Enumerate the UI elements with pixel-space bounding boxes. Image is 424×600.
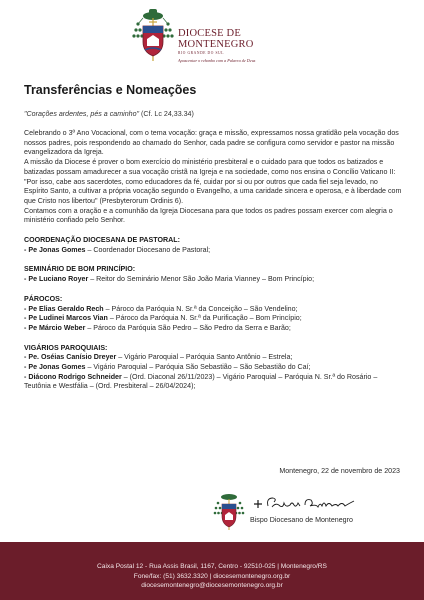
document-date: Montenegro, 22 de novembro de 2023: [279, 467, 400, 475]
entry-role: – Coordenador Diocesano de Pastoral;: [85, 245, 211, 254]
entry-name: - Diácono Rodrigo Schneider: [24, 372, 122, 381]
diocese-name-line1: DIOCESE DE: [178, 28, 241, 39]
epigraph-reference: (Cf. Lc 24,33.34): [139, 110, 194, 118]
entry-role: – Pároco da Paróquia N. Sr.ª da Conceição – São Vendelino;: [103, 304, 298, 313]
entry-role: – Reitor do Seminário Menor São João Maria Vianney – Bom Princípio;: [88, 275, 315, 284]
diocese-crest-icon: [130, 6, 176, 64]
diocese-header: [130, 6, 300, 68]
section-heading-coordination: COORDENAÇÃO DIOCESANA DE PASTORAL:: [24, 236, 180, 245]
signature-block: [212, 492, 402, 532]
diocese-brand: [178, 28, 298, 63]
list-item: [24, 305, 402, 315]
entry-role: – Vigário Paroquial – Paróquia Santo Antônio – Estrela;: [116, 353, 293, 362]
entry-name: - Pe Márcio Weber: [24, 323, 86, 332]
signatory-title: Bispo Diocesano de Montenegro: [250, 516, 353, 524]
list-item: [24, 246, 402, 256]
list-item: [24, 353, 402, 363]
epigraph-quote: "Corações ardentes, pés a caminho": [24, 110, 140, 118]
list-item: [24, 324, 402, 334]
footer-address: Caixa Postal 12 - Rua Assis Brasil, 1167, Centro - 92510-025 | Montenegro/RS: [97, 563, 327, 570]
entry-name: - Pe Luciano Royer: [24, 275, 89, 284]
entry-name: - Pe Jonas Gomes: [24, 363, 86, 372]
bishop-coat-of-arms-icon: [212, 492, 246, 532]
footer: [0, 542, 424, 600]
diocese-motto: Apascentar o rebanho com a Palavra de Deus: [178, 58, 256, 63]
entry-name: - Pe Jonas Gomes: [24, 245, 86, 254]
list-item: [24, 275, 402, 285]
entry-name: - Pe. Oséias Canísio Dreyer: [24, 353, 117, 362]
paragraph-closing: Contamos com a oração e a comunhão da Igreja Diocesana para que todos os padres possam exercer com alegria o ministério confiado pelo Senhor.: [24, 206, 393, 225]
section-heading-parochial-vicars: VIGÁRIOS PAROQUIAIS:: [24, 343, 108, 352]
diocese-subtitle: RIO GRANDE DO SUL: [178, 51, 225, 55]
paragraph-mission: A missão da Diocese é prover o bom exercício do ministério presbiteral e o cuidado para que todos os batizados e batizadas possam amadurecer a sua vocação cristã na Igreja e na sociedade, como nos ensina o Concílio Vaticano II: "Por isso, cabe aos sacerdotes, como educadores da fé, cuidar por si ou por outros que cada fiel seja levado, no Espírito Santo, a cultivar a própria vocação segundo o Evangelho, a uma caridade sincera e operosa, e à liberdade com que Cristo nos libertou" (Presbyterorum Ordinis 6).: [24, 158, 402, 205]
footer-email: diocesemontenegro@diocesemontenegro.org.br: [141, 582, 283, 589]
paragraph-intro: Celebrando o 3º Ano Vocacional, com o tema vocação: graça e missão, expressamos nossa gratidão pela vocação dos nossos padres, pois respondendo ao chamado do Senhor, cada padre se configura como servidor e pastor na missão evangelizadora da Igreja.: [24, 129, 399, 157]
handwritten-signature: [250, 492, 360, 514]
entry-role: – (Ord. Diaconal 26/11/2023) – Vigário Paroquial – Paróquia N. Sr.ª do Rosário – Teutônia e Westfália – (Ord. Presbiteral – 26/04/2024);: [24, 372, 378, 391]
list-item: [24, 314, 402, 324]
diocese-name-line2: MONTENEGRO: [178, 39, 254, 50]
epigraph: [24, 110, 194, 118]
list-item: [24, 363, 402, 373]
entry-role: – Pároco da Paróquia São Pedro – São Pedro da Serra e Barão;: [85, 323, 291, 332]
entry-name: - Pe Elias Geraldo Rech: [24, 304, 104, 313]
entry-name: - Pe Ludinei Marcos Vian: [24, 314, 108, 323]
section-heading-parish-priests: PÁROCOS:: [24, 294, 63, 303]
document-body: [24, 129, 402, 392]
list-item: [24, 373, 402, 392]
entry-role: – Pároco da Paróquia N. Sr.ª da Purificação – Bom Princípio;: [107, 314, 302, 323]
section-heading-seminary: SEMINÁRIO DE BOM PRINCÍPIO:: [24, 265, 136, 274]
document-title: Transferências e Nomeações: [24, 83, 197, 97]
footer-phone-website: Fone/fax: (51) 3632.3320 | diocesemontenegro.org.br: [133, 572, 291, 580]
entry-role: – Vigário Paroquial – Paróquia São Sebastião – São Sebastião do Caí;: [85, 363, 311, 372]
